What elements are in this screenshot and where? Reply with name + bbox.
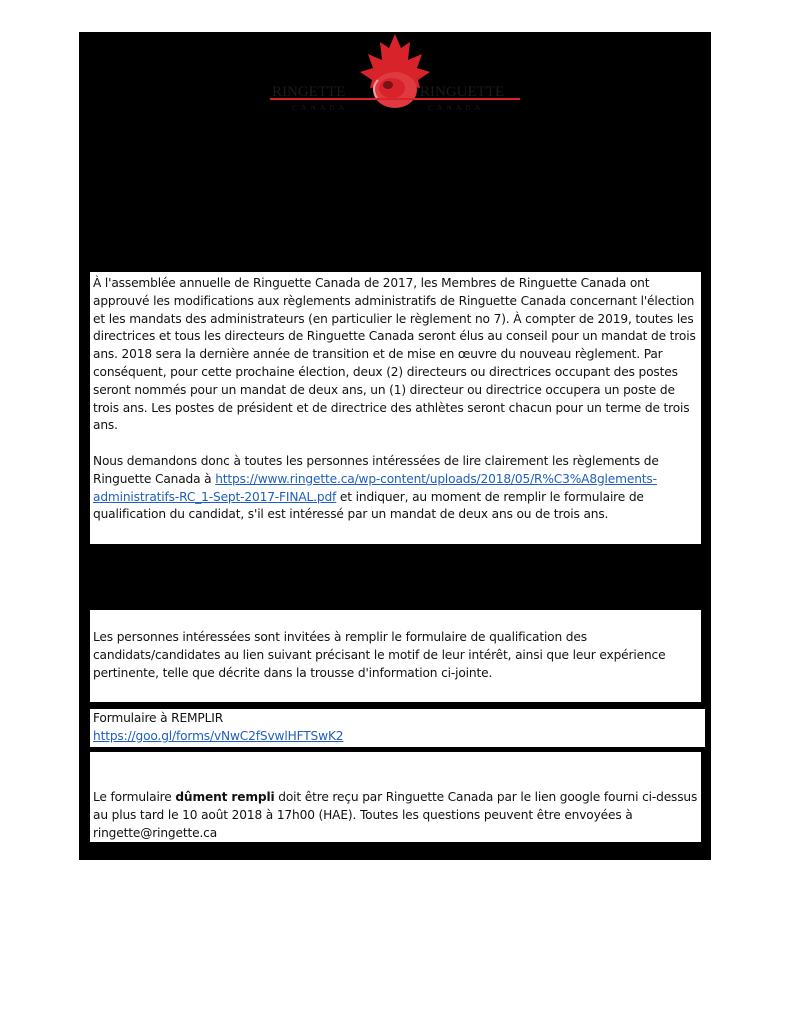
- deadline-bold-text: dûment rempli: [175, 790, 275, 804]
- deadline-text-before: Le formulaire: [93, 790, 176, 804]
- deadline-box: [90, 752, 701, 842]
- invitation-box: [90, 610, 701, 702]
- google-form-link[interactable]: https://goo.gl/forms/vNwC2fSvwlHFTSwK2: [93, 728, 344, 743]
- ringette-logo-icon: [270, 32, 520, 114]
- request-text-after: et indiquer, au moment de remplir le formulaire de qualification du candidat, s'il est intéressé par un mandat de deux ans ou de trois ans.: [93, 489, 644, 522]
- bylaws-request-paragraph: [93, 453, 701, 524]
- logo-right-text: RINGUETTE: [420, 84, 505, 100]
- logo-right-subtext: CANADA: [428, 103, 485, 112]
- bylaws-paragraph: À l'assemblée annuelle de Ringuette Canada de 2017, les Membres de Ringuette Canada ont approuvé les modifications aux règlements administratifs de Ringuette Canada concernant l'élection et les mandats des administrateurs (en particulier le règlement no 7). À compter de 2019, toutes les directrices et tous les directeurs de Ringuette Canada seront élus au conseil pour un mandat de trois ans. 2018 sera la dernière année de transition et de mise en œuvre du nouveau règlement. Par conséquent, pour cette prochaine élection, deux (2) directeurs ou directrices occupant des postes seront nommés pour un mandat de deux ans, un (1) directeur ou directrice occupera un poste de trois ans. Les postes de président et de directrice des athlètes seront chacun pour un terme de trois ans.: [93, 276, 696, 433]
- invitation-text: Les personnes intéressées sont invitées à remplir le formulaire de qualification des candidats/candidates au lien suivant précisant le motif de leur intérêt, ainsi que leur expérience pertinente, telle que décrite dans la trousse d'information ci-jointe.: [93, 630, 666, 680]
- ringette-canada-logo: [270, 32, 520, 114]
- bylaws-pdf-link[interactable]: https://www.ringette.ca/wp-content/uploads/2018/05/R%C3%A8glements-administratifs-RC_1-Sept-2017-FINAL.pdf: [93, 471, 657, 504]
- request-text-before: Nous demandons donc à toutes les personnes intéressées de lire clairement les règlements de Ringuette Canada à: [93, 453, 659, 486]
- form-label: Formulaire à REMPLIR: [93, 711, 224, 725]
- deadline-text-after: doit être reçu par Ringuette Canada par le lien google fourni ci-dessus au plus tard le 10 août 2018 à 17h00 (HAE). Toutes les questions peuvent être envoyées à ringette@ringette.ca: [93, 790, 698, 840]
- logo-left-text: RINGETTE: [272, 84, 346, 100]
- deadline-text: [93, 789, 701, 842]
- bylaws-notice-box: [90, 272, 701, 544]
- logo-left-subtext: CANADA: [292, 103, 349, 112]
- form-link-box: [90, 709, 705, 747]
